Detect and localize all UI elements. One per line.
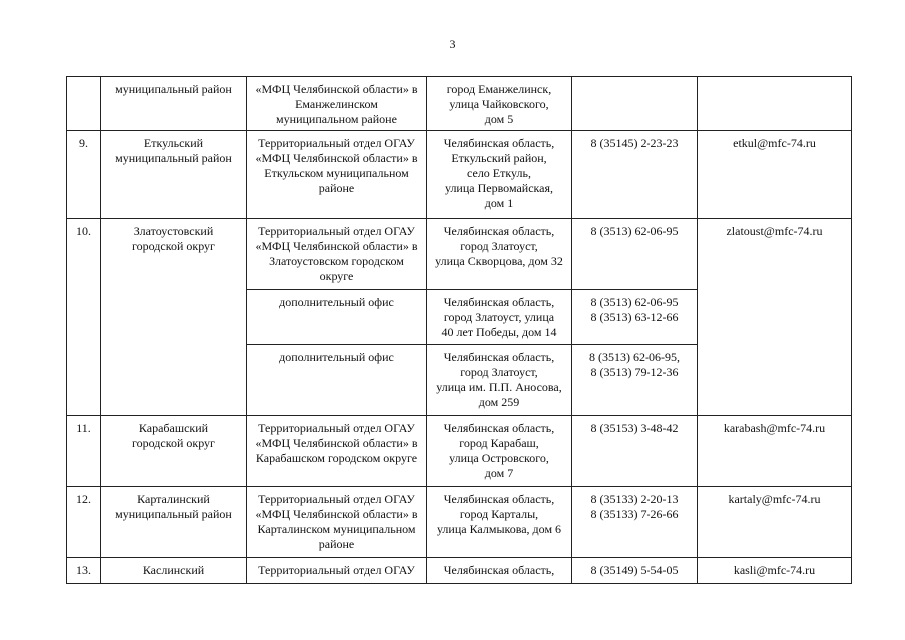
address-cell: Челябинская область, Еткульский район, село Еткуль, улица Первомайская, дом 1 (427, 131, 572, 219)
address-cell: Челябинская область, город Карталы, улица Калмыкова, дом 6 (427, 487, 572, 558)
row-number: 11. (67, 416, 101, 487)
page-number: 3 (449, 37, 456, 51)
organization-cell: Территориальный отдел ОГАУ «МФЦ Челябинской области» в Еткульском муниципальном районе (247, 131, 427, 219)
table-row (67, 131, 852, 219)
phone-cell: 8 (35149) 5-54-05 (572, 558, 698, 584)
organization-cell: «МФЦ Челябинской области» в Еманжелинском муниципальном районе (247, 77, 427, 131)
table-row (67, 487, 852, 558)
phone-cell: 8 (35145) 2-23-23 (572, 131, 698, 219)
mfc-offices-table (66, 76, 852, 584)
organization-cell: дополнительный офис (247, 290, 427, 345)
email-cell (698, 77, 852, 131)
address-cell: Челябинская область, город Карабаш, улица Островского, дом 7 (427, 416, 572, 487)
district-cell: Карабашский городской округ (101, 416, 247, 487)
table-row (67, 416, 852, 487)
phone-cell: 8 (35153) 3-48-42 (572, 416, 698, 487)
row-number (67, 77, 101, 131)
organization-cell: дополнительный офис (247, 345, 427, 416)
phone-cell: 8 (3513) 62-06-95 8 (3513) 63-12-66 (572, 290, 698, 345)
email-cell: etkul@mfc-74.ru (698, 131, 852, 219)
district-cell: Еткульский муниципальный район (101, 131, 247, 219)
address-cell: Челябинская область, (427, 558, 572, 584)
address-cell: город Еманжелинск, улица Чайковского, дом 5 (427, 77, 572, 131)
row-number: 10. (67, 219, 101, 416)
table-row (67, 558, 852, 584)
organization-cell: Территориальный отдел ОГАУ «МФЦ Челябинской области» в Златоустовском городском округе (247, 219, 427, 290)
district-cell: Карталинский муниципальный район (101, 487, 247, 558)
email-cell: karabash@mfc-74.ru (698, 416, 852, 487)
organization-cell: Территориальный отдел ОГАУ «МФЦ Челябинской области» в Карталинском муниципальном районе (247, 487, 427, 558)
address-cell: Челябинская область, город Златоуст, улица 40 лет Победы, дом 14 (427, 290, 572, 345)
table-row (67, 219, 852, 290)
phone-cell (572, 77, 698, 131)
email-cell: zlatoust@mfc-74.ru (698, 219, 852, 416)
row-number: 13. (67, 558, 101, 584)
district-cell: муниципальный район (101, 77, 247, 131)
phone-cell: 8 (3513) 62-06-95 (572, 219, 698, 290)
table-row (67, 77, 852, 131)
address-cell: Челябинская область, город Златоуст, улица Скворцова, дом 32 (427, 219, 572, 290)
organization-cell: Территориальный отдел ОГАУ (247, 558, 427, 584)
district-cell: Златоустовский городской округ (101, 219, 247, 416)
phone-cell: 8 (35133) 2-20-13 8 (35133) 7-26-66 (572, 487, 698, 558)
email-cell: kasli@mfc-74.ru (698, 558, 852, 584)
row-number: 12. (67, 487, 101, 558)
email-cell: kartaly@mfc-74.ru (698, 487, 852, 558)
district-cell: Каслинский (101, 558, 247, 584)
phone-cell: 8 (3513) 62-06-95, 8 (3513) 79-12-36 (572, 345, 698, 416)
address-cell: Челябинская область, город Златоуст, улица им. П.П. Аносова, дом 259 (427, 345, 572, 416)
row-number: 9. (67, 131, 101, 219)
organization-cell: Территориальный отдел ОГАУ «МФЦ Челябинской области» в Карабашском городском округе (247, 416, 427, 487)
